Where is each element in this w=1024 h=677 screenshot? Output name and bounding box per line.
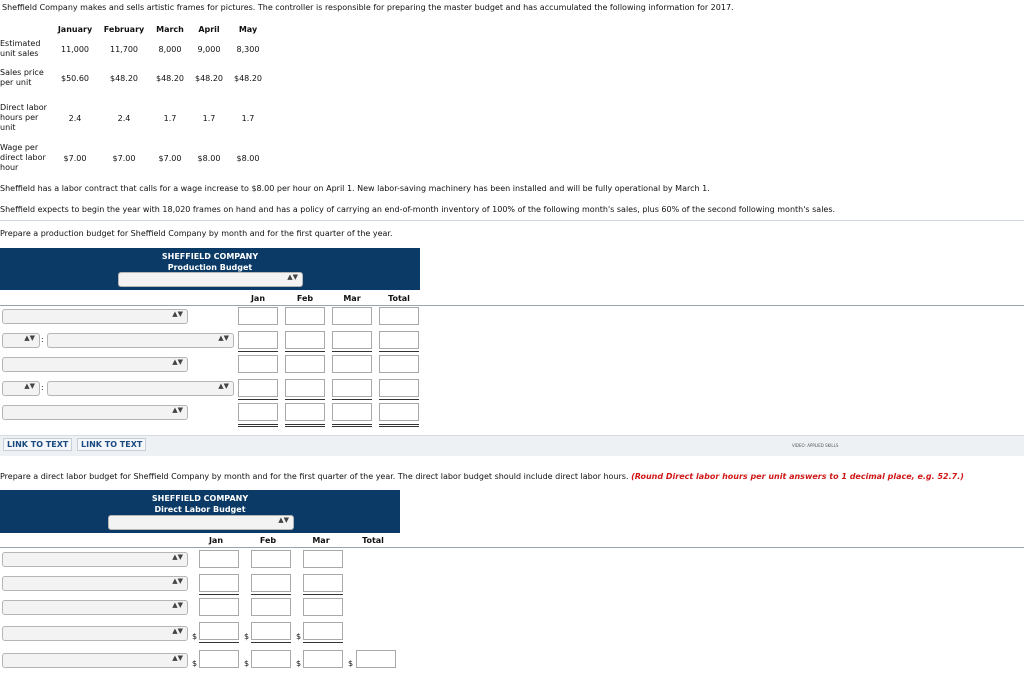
amount-input[interactable] <box>303 550 343 568</box>
amount-input[interactable] <box>356 650 396 668</box>
chevron-updown-icon: ▲▼ <box>287 273 298 281</box>
chevron-updown-icon: ▲▼ <box>172 553 183 561</box>
currency-symbol: $ <box>348 659 354 668</box>
total-double-underline <box>379 424 419 425</box>
column-header-jan: Jan <box>250 294 266 303</box>
currency-symbol: $ <box>296 659 302 668</box>
amount-input[interactable] <box>332 379 372 397</box>
subtotal-underline <box>332 351 372 352</box>
line-item-select[interactable] <box>2 653 188 668</box>
column-header-mar: Mar <box>343 294 361 303</box>
subtotal-underline <box>303 594 343 595</box>
info-col-header: January <box>57 24 93 34</box>
amount-input[interactable] <box>379 355 419 373</box>
amount-input[interactable] <box>379 379 419 397</box>
amount-input[interactable] <box>285 403 325 421</box>
info-cell: 2.4 <box>117 113 131 123</box>
total-double-underline <box>285 424 325 425</box>
column-header-mar: Mar <box>312 536 330 545</box>
company-name: SHEFFIELD COMPANY <box>151 494 249 503</box>
amount-input[interactable] <box>285 307 325 325</box>
video-link[interactable]: VIDEO: APPLIED SKILLS <box>792 443 839 448</box>
amount-input[interactable] <box>251 550 291 568</box>
company-name: SHEFFIELD COMPANY <box>161 252 259 261</box>
info-row-label: Estimated unit sales <box>0 39 41 58</box>
amount-input[interactable] <box>238 331 278 349</box>
line-item-select[interactable] <box>2 626 188 641</box>
amount-input[interactable] <box>251 650 291 668</box>
info-cell: $48.20 <box>234 73 262 83</box>
subtotal-underline <box>238 351 278 352</box>
divider <box>0 547 1024 548</box>
total-double-underline <box>332 424 372 425</box>
amount-input[interactable] <box>332 355 372 373</box>
intro-text: Sheffield Company makes and sells artistic frames for pictures. The controller is responsible for preparing the master budget and has accumulated the following information for 2017. <box>2 3 734 12</box>
info-cell: 8,000 <box>158 44 182 54</box>
paragraph-wage-contract: Sheffield has a labor contract that calls for a wage increase to $8.00 per hour on April 1. New labor-saving machinery has been installed and will be fully operational by March 1. <box>0 184 710 193</box>
info-col-header: May <box>238 24 258 34</box>
line-item-select[interactable] <box>2 357 188 372</box>
link-to-text-button[interactable]: LINK TO TEXT <box>77 438 146 451</box>
amount-input[interactable] <box>332 331 372 349</box>
total-double-underline <box>285 426 325 427</box>
amount-input[interactable] <box>285 379 325 397</box>
chevron-updown-icon: ▲▼ <box>24 382 35 390</box>
info-cell: $48.20 <box>110 73 138 83</box>
info-cell: $7.00 <box>63 153 87 163</box>
currency-symbol: $ <box>192 659 198 668</box>
info-row-label: Sales price per unit <box>0 68 44 87</box>
amount-input[interactable] <box>199 598 239 616</box>
subtotal-underline <box>332 399 372 400</box>
total-double-underline <box>238 426 278 427</box>
colon-separator: : <box>41 383 44 392</box>
amount-input[interactable] <box>303 598 343 616</box>
line-item-select[interactable] <box>2 405 188 420</box>
amount-input[interactable] <box>238 403 278 421</box>
subtotal-underline <box>238 399 278 400</box>
info-cell: 1.7 <box>241 113 255 123</box>
subtotal-underline <box>251 642 291 643</box>
total-double-underline <box>238 424 278 425</box>
column-header-feb: Feb <box>259 536 277 545</box>
info-table-corner <box>0 21 52 37</box>
divider <box>0 220 1024 221</box>
amount-input[interactable] <box>199 622 239 640</box>
chevron-updown-icon: ▲▼ <box>172 577 183 585</box>
amount-input[interactable] <box>251 598 291 616</box>
operator-select[interactable] <box>2 333 40 348</box>
amount-input[interactable] <box>238 307 278 325</box>
info-row-label: Wage per direct labor hour <box>0 143 46 172</box>
chevron-updown-icon: ▲▼ <box>218 334 229 342</box>
amount-input[interactable] <box>303 622 343 640</box>
subtotal-underline <box>251 594 291 595</box>
info-cell: $8.00 <box>197 153 221 163</box>
amount-input[interactable] <box>303 650 343 668</box>
chevron-updown-icon: ▲▼ <box>24 334 35 342</box>
amount-input[interactable] <box>379 307 419 325</box>
divider <box>0 305 1024 306</box>
amount-input[interactable] <box>332 403 372 421</box>
line-item-select[interactable] <box>2 309 188 324</box>
amount-input[interactable] <box>238 379 278 397</box>
info-cell: 11,000 <box>61 44 89 54</box>
amount-input[interactable] <box>199 650 239 668</box>
currency-symbol: $ <box>244 659 250 668</box>
info-col-header: March <box>156 24 184 34</box>
line-item-select[interactable] <box>47 333 234 348</box>
info-cell: $50.60 <box>61 73 89 83</box>
info-table <box>0 21 268 175</box>
info-cell: $7.00 <box>158 153 182 163</box>
link-to-text-button[interactable]: LINK TO TEXT <box>3 438 72 451</box>
total-double-underline <box>332 426 372 427</box>
resource-bar <box>0 435 1024 456</box>
info-col-header: February <box>103 24 145 34</box>
info-cell: 11,700 <box>110 44 138 54</box>
question-labor-budget <box>0 472 964 481</box>
subtotal-underline <box>379 399 419 400</box>
subtotal-underline <box>379 351 419 352</box>
line-item-select[interactable] <box>2 552 188 567</box>
column-header-jan: Jan <box>208 536 224 545</box>
info-col-header: April <box>198 24 220 34</box>
amount-input[interactable] <box>379 331 419 349</box>
info-cell: 2.4 <box>68 113 82 123</box>
line-item-select[interactable] <box>2 576 188 591</box>
period-select[interactable] <box>118 272 303 287</box>
info-cell: $48.20 <box>195 73 223 83</box>
line-item-select[interactable] <box>47 381 234 396</box>
info-cell: 9,000 <box>197 44 221 54</box>
colon-separator: : <box>41 335 44 344</box>
amount-input[interactable] <box>251 622 291 640</box>
budget-title: Production Budget <box>167 263 253 272</box>
chevron-updown-icon: ▲▼ <box>172 654 183 662</box>
amount-input[interactable] <box>251 574 291 592</box>
subtotal-underline <box>199 594 239 595</box>
subtotal-underline <box>199 642 239 643</box>
amount-input[interactable] <box>285 331 325 349</box>
currency-symbol: $ <box>244 632 250 641</box>
chevron-updown-icon: ▲▼ <box>278 516 289 524</box>
line-item-select[interactable] <box>2 600 188 615</box>
subtotal-underline <box>285 351 325 352</box>
amount-input[interactable] <box>199 574 239 592</box>
chevron-updown-icon: ▲▼ <box>172 406 183 414</box>
info-row-label: Direct labor hours per unit <box>0 103 47 132</box>
question-text: Prepare a direct labor budget for Sheffield Company by month and for the first quarter of the year. The direct labor budget should include direct labor hours. <box>0 472 629 481</box>
amount-input[interactable] <box>379 403 419 421</box>
chevron-updown-icon: ▲▼ <box>172 627 183 635</box>
amount-input[interactable] <box>238 355 278 373</box>
info-cell: 1.7 <box>202 113 216 123</box>
currency-symbol: $ <box>296 632 302 641</box>
amount-input[interactable] <box>332 307 372 325</box>
currency-symbol: $ <box>192 632 198 641</box>
subtotal-underline <box>285 399 325 400</box>
period-select[interactable] <box>108 515 294 530</box>
chevron-updown-icon: ▲▼ <box>172 310 183 318</box>
info-cell: $8.00 <box>236 153 260 163</box>
question-production-budget: Prepare a production budget for Sheffield Company by month and for the first quarter of the year. <box>0 229 393 238</box>
subtotal-underline <box>303 642 343 643</box>
paragraph-inventory-policy: Sheffield expects to begin the year with 18,020 frames on hand and has a policy of carrying an end-of-month inventory of 100% of the following month's sales, plus 60% of the second following month's sales. <box>0 205 836 214</box>
amount-input[interactable] <box>303 574 343 592</box>
chevron-updown-icon: ▲▼ <box>172 601 183 609</box>
chevron-updown-icon: ▲▼ <box>218 382 229 390</box>
info-cell: $7.00 <box>112 153 136 163</box>
info-cell: 8,300 <box>236 44 260 54</box>
info-cell: 1.7 <box>163 113 177 123</box>
column-header-total: Total <box>362 536 384 545</box>
info-cell: $48.20 <box>156 73 184 83</box>
rounding-note: (Round Direct labor hours per unit answers to 1 decimal place, e.g. 52.7.) <box>631 472 964 481</box>
operator-select[interactable] <box>2 381 40 396</box>
column-header-feb: Feb <box>296 294 314 303</box>
amount-input[interactable] <box>199 550 239 568</box>
amount-input[interactable] <box>285 355 325 373</box>
column-header-total: Total <box>388 294 410 303</box>
budget-title: Direct Labor Budget <box>154 505 246 514</box>
chevron-updown-icon: ▲▼ <box>172 358 183 366</box>
total-double-underline <box>379 426 419 427</box>
